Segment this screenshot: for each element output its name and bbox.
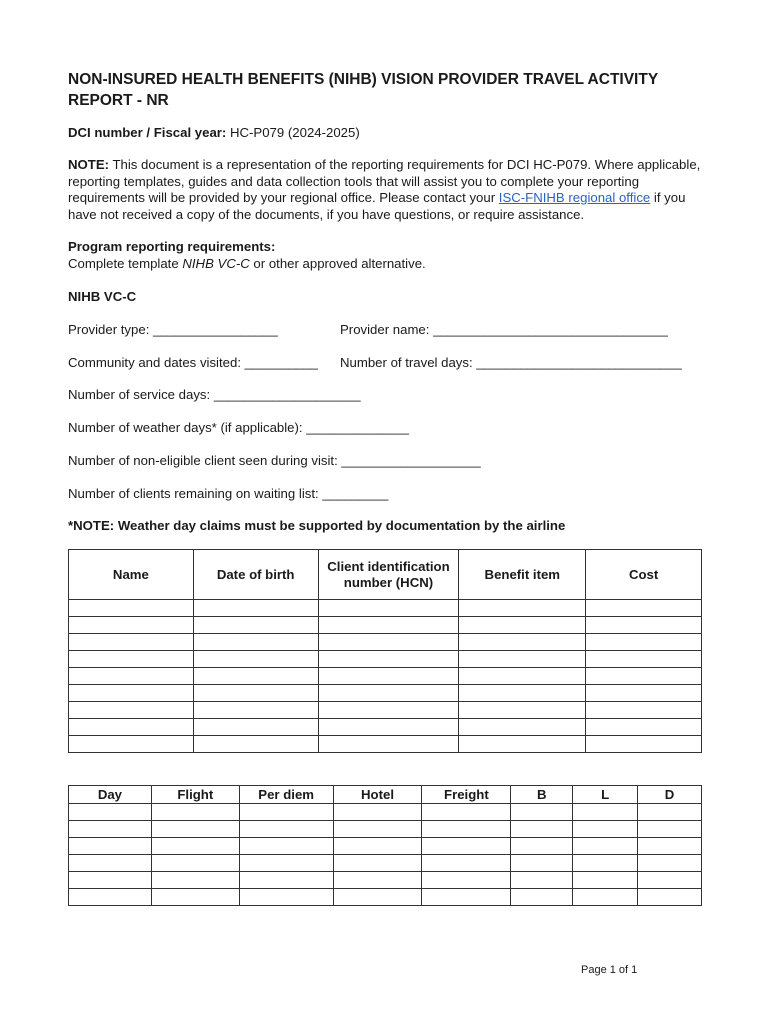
weather-note: *NOTE: Weather day claims must be supported by documentation by the airline bbox=[68, 518, 566, 533]
table-cell[interactable] bbox=[333, 872, 422, 889]
table-cell[interactable] bbox=[151, 821, 239, 838]
table-cell[interactable] bbox=[638, 855, 702, 872]
table-cell[interactable] bbox=[511, 804, 573, 821]
table-cell[interactable] bbox=[638, 821, 702, 838]
table-cell[interactable] bbox=[638, 838, 702, 855]
table-cell[interactable] bbox=[69, 889, 152, 906]
table-cell[interactable] bbox=[511, 872, 573, 889]
program-heading: Program reporting requirements: bbox=[68, 239, 276, 254]
travel-days-field[interactable]: Number of travel days: ____________________________ bbox=[340, 355, 682, 370]
table-cell[interactable] bbox=[586, 736, 702, 753]
table-cell[interactable] bbox=[193, 685, 318, 702]
table-row bbox=[69, 855, 702, 872]
table-cell[interactable] bbox=[69, 600, 194, 617]
table-cell[interactable] bbox=[69, 685, 194, 702]
table-cell[interactable] bbox=[586, 600, 702, 617]
table-cell[interactable] bbox=[333, 855, 422, 872]
table-cell[interactable] bbox=[151, 855, 239, 872]
table-cell[interactable] bbox=[193, 617, 318, 634]
table-cell[interactable] bbox=[459, 685, 586, 702]
program-text-start: Complete template bbox=[68, 256, 183, 271]
table-cell[interactable] bbox=[318, 736, 459, 753]
table-cell[interactable] bbox=[69, 804, 152, 821]
note-text-end: if you have not received a copy of the documents, if you have questions, or require assistance. bbox=[68, 190, 686, 222]
weather-days-field[interactable]: Number of weather days* (if applicable): ______________ bbox=[68, 420, 409, 435]
col-client-id: Client identification number (HCN) bbox=[318, 550, 459, 600]
table-cell[interactable] bbox=[193, 702, 318, 719]
col-name: Name bbox=[69, 550, 194, 600]
table-cell[interactable] bbox=[586, 668, 702, 685]
table-cell[interactable] bbox=[638, 889, 702, 906]
table-cell[interactable] bbox=[69, 702, 194, 719]
note-text: This document is a representation of the reporting requirements for DCI HC-P079. Where applicable, reporting templates, guides and data collection tools that will assist you to complete your reporting requirements will be provided by your regional office. Please contact your bbox=[68, 157, 701, 205]
table-row bbox=[69, 685, 702, 702]
table-row bbox=[69, 600, 702, 617]
table-cell[interactable] bbox=[69, 668, 194, 685]
col-hotel: Hotel bbox=[333, 786, 422, 804]
table-cell[interactable] bbox=[586, 685, 702, 702]
table-cell[interactable] bbox=[511, 889, 573, 906]
table-row bbox=[69, 838, 702, 855]
travel-table bbox=[68, 785, 702, 906]
table-cell[interactable] bbox=[333, 821, 422, 838]
note-label: NOTE: bbox=[68, 157, 110, 172]
table-cell[interactable] bbox=[193, 668, 318, 685]
provider-type-field[interactable]: Provider type: _________________ bbox=[68, 322, 278, 337]
table-cell[interactable] bbox=[69, 651, 194, 668]
table-cell[interactable] bbox=[69, 855, 152, 872]
table-row bbox=[69, 668, 702, 685]
table-cell[interactable] bbox=[193, 719, 318, 736]
col-day: Day bbox=[69, 786, 152, 804]
table-cell[interactable] bbox=[333, 838, 422, 855]
table-cell[interactable] bbox=[318, 719, 459, 736]
table-cell[interactable] bbox=[422, 872, 511, 889]
table-cell[interactable] bbox=[69, 719, 194, 736]
table-row bbox=[69, 702, 702, 719]
table-cell[interactable] bbox=[422, 838, 511, 855]
program-text-end: or other approved alternative. bbox=[249, 256, 426, 271]
table-row bbox=[69, 821, 702, 838]
table-cell[interactable] bbox=[318, 702, 459, 719]
table-cell[interactable] bbox=[422, 804, 511, 821]
table-cell[interactable] bbox=[422, 889, 511, 906]
client-table-header bbox=[69, 550, 702, 600]
table-cell[interactable] bbox=[69, 617, 194, 634]
table-cell[interactable] bbox=[239, 838, 333, 855]
table-cell[interactable] bbox=[193, 600, 318, 617]
table-cell[interactable] bbox=[573, 889, 638, 906]
table-cell[interactable] bbox=[459, 668, 586, 685]
table-cell[interactable] bbox=[459, 736, 586, 753]
table-cell[interactable] bbox=[333, 804, 422, 821]
table-cell[interactable] bbox=[151, 838, 239, 855]
table-cell[interactable] bbox=[193, 651, 318, 668]
table-cell[interactable] bbox=[69, 821, 152, 838]
table-cell[interactable] bbox=[151, 872, 239, 889]
table-row bbox=[69, 736, 702, 753]
table-cell[interactable] bbox=[318, 600, 459, 617]
table-cell[interactable] bbox=[573, 838, 638, 855]
dci-value: HC-P079 (2024-2025) bbox=[226, 125, 360, 140]
service-days-field[interactable]: Number of service days: ____________________ bbox=[68, 387, 361, 402]
table-row bbox=[69, 651, 702, 668]
col-l: L bbox=[573, 786, 638, 804]
table-cell[interactable] bbox=[586, 651, 702, 668]
table-cell[interactable] bbox=[586, 634, 702, 651]
table-cell[interactable] bbox=[422, 855, 511, 872]
table-cell[interactable] bbox=[586, 702, 702, 719]
table-cell[interactable] bbox=[573, 821, 638, 838]
table-cell[interactable] bbox=[511, 855, 573, 872]
col-flight: Flight bbox=[151, 786, 239, 804]
non-eligible-field[interactable]: Number of non-eligible client seen during visit: ___________________ bbox=[68, 453, 481, 468]
col-b: B bbox=[511, 786, 573, 804]
table-cell[interactable] bbox=[333, 889, 422, 906]
table-cell[interactable] bbox=[318, 651, 459, 668]
table-cell[interactable] bbox=[318, 617, 459, 634]
table-cell[interactable] bbox=[239, 872, 333, 889]
table-cell[interactable] bbox=[573, 872, 638, 889]
col-date-of-birth: Date of birth bbox=[193, 550, 318, 600]
table-cell[interactable] bbox=[573, 804, 638, 821]
table-cell[interactable] bbox=[69, 634, 194, 651]
table-cell[interactable] bbox=[459, 600, 586, 617]
dci-line bbox=[68, 125, 704, 142]
table-cell[interactable] bbox=[239, 804, 333, 821]
table-cell[interactable] bbox=[638, 872, 702, 889]
table-cell[interactable] bbox=[459, 651, 586, 668]
table-cell[interactable] bbox=[151, 889, 239, 906]
table-cell[interactable] bbox=[586, 719, 702, 736]
table-cell[interactable] bbox=[459, 702, 586, 719]
waiting-list-field[interactable]: Number of clients remaining on waiting list: _________ bbox=[68, 486, 389, 501]
table-cell[interactable] bbox=[318, 634, 459, 651]
table-cell[interactable] bbox=[318, 685, 459, 702]
program-text bbox=[68, 256, 704, 273]
table-cell[interactable] bbox=[511, 838, 573, 855]
table-cell[interactable] bbox=[318, 668, 459, 685]
table-cell[interactable] bbox=[69, 838, 152, 855]
note-paragraph bbox=[68, 157, 704, 223]
table-cell[interactable] bbox=[69, 872, 152, 889]
table-cell[interactable] bbox=[151, 804, 239, 821]
table-row bbox=[69, 889, 702, 906]
community-dates-field[interactable]: Community and dates visited: __________ bbox=[68, 355, 318, 370]
table-row bbox=[69, 804, 702, 821]
table-cell[interactable] bbox=[586, 617, 702, 634]
section-heading: NIHB VC-C bbox=[68, 289, 137, 304]
table-row bbox=[69, 719, 702, 736]
provider-name-field[interactable]: Provider name: ________________________________ bbox=[340, 322, 668, 337]
client-table bbox=[68, 549, 702, 753]
program-template: NIHB VC-C bbox=[182, 256, 250, 271]
table-cell[interactable] bbox=[193, 634, 318, 651]
table-cell[interactable] bbox=[239, 821, 333, 838]
regional-office-link[interactable]: ISC-FNIHB regional office bbox=[498, 190, 651, 205]
table-cell[interactable] bbox=[69, 736, 194, 753]
table-cell[interactable] bbox=[193, 736, 318, 753]
travel-table-header bbox=[69, 786, 702, 804]
table-row bbox=[69, 872, 702, 889]
table-cell[interactable] bbox=[511, 821, 573, 838]
table-cell[interactable] bbox=[239, 855, 333, 872]
table-row bbox=[69, 617, 702, 634]
table-cell[interactable] bbox=[459, 617, 586, 634]
document-title: NON-INSURED HEALTH BENEFITS (NIHB) VISION PROVIDER TRAVEL ACTIVITY REPORT - NR bbox=[68, 71, 658, 109]
table-cell[interactable] bbox=[239, 889, 333, 906]
col-freight: Freight bbox=[422, 786, 511, 804]
table-cell[interactable] bbox=[422, 821, 511, 838]
col-per-diem: Per diem bbox=[239, 786, 333, 804]
table-row bbox=[69, 634, 702, 651]
col-d: D bbox=[638, 786, 702, 804]
col-cost: Cost bbox=[586, 550, 702, 600]
table-cell[interactable] bbox=[459, 634, 586, 651]
table-cell[interactable] bbox=[638, 804, 702, 821]
table-cell[interactable] bbox=[573, 855, 638, 872]
page-number: Page 1 of 1 bbox=[581, 964, 638, 976]
col-benefit-item: Benefit item bbox=[459, 550, 586, 600]
table-cell[interactable] bbox=[459, 719, 586, 736]
dci-label: DCI number / Fiscal year: bbox=[68, 125, 227, 140]
